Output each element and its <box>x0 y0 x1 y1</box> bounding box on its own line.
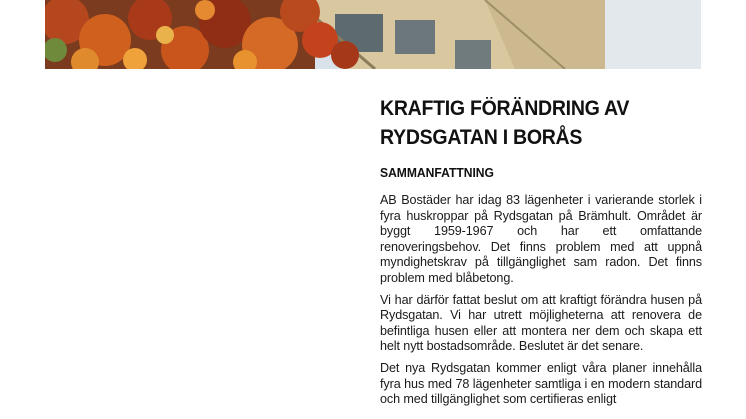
paragraph-1: AB Bostäder har idag 83 lägenheter i varierande storlek i fyra huskroppar på Rydsgatan på Brämhult. Området är byggt 1959-1967 och har ett omfattande renoveringsbehov. Det finns problem med att uppnå myndighetskrav på tillgänglighet sam radon. Det finns problem med blåbetong. <box>380 193 702 285</box>
header-photo <box>45 0 701 69</box>
headline <box>380 94 679 152</box>
headline-line-1: KRAFTIG FÖRÄNDRING AV <box>380 97 630 120</box>
paragraph-3: Det nya Rydsgatan kommer enligt våra planer innehålla fyra hus med 78 lägenheter samtliga i en modern standard och med tillgänglighet som certifieras enligt <box>380 360 702 407</box>
article <box>380 94 702 408</box>
headline-line-2: RYDSGATAN I BORÅS <box>380 126 583 149</box>
paragraph-2: Vi har därför fattat beslut om att kraftigt förändra husen på Rydsgatan. Vi har utrett möjligheterna att renovera de befintliga husen eller att montera ner dem och skapa ett helt nytt bostadsområde. Beslutet är det senare. <box>380 292 702 354</box>
section-subheading: SAMMANFATTNING <box>380 165 494 180</box>
autumn-building-illustration <box>45 0 701 69</box>
